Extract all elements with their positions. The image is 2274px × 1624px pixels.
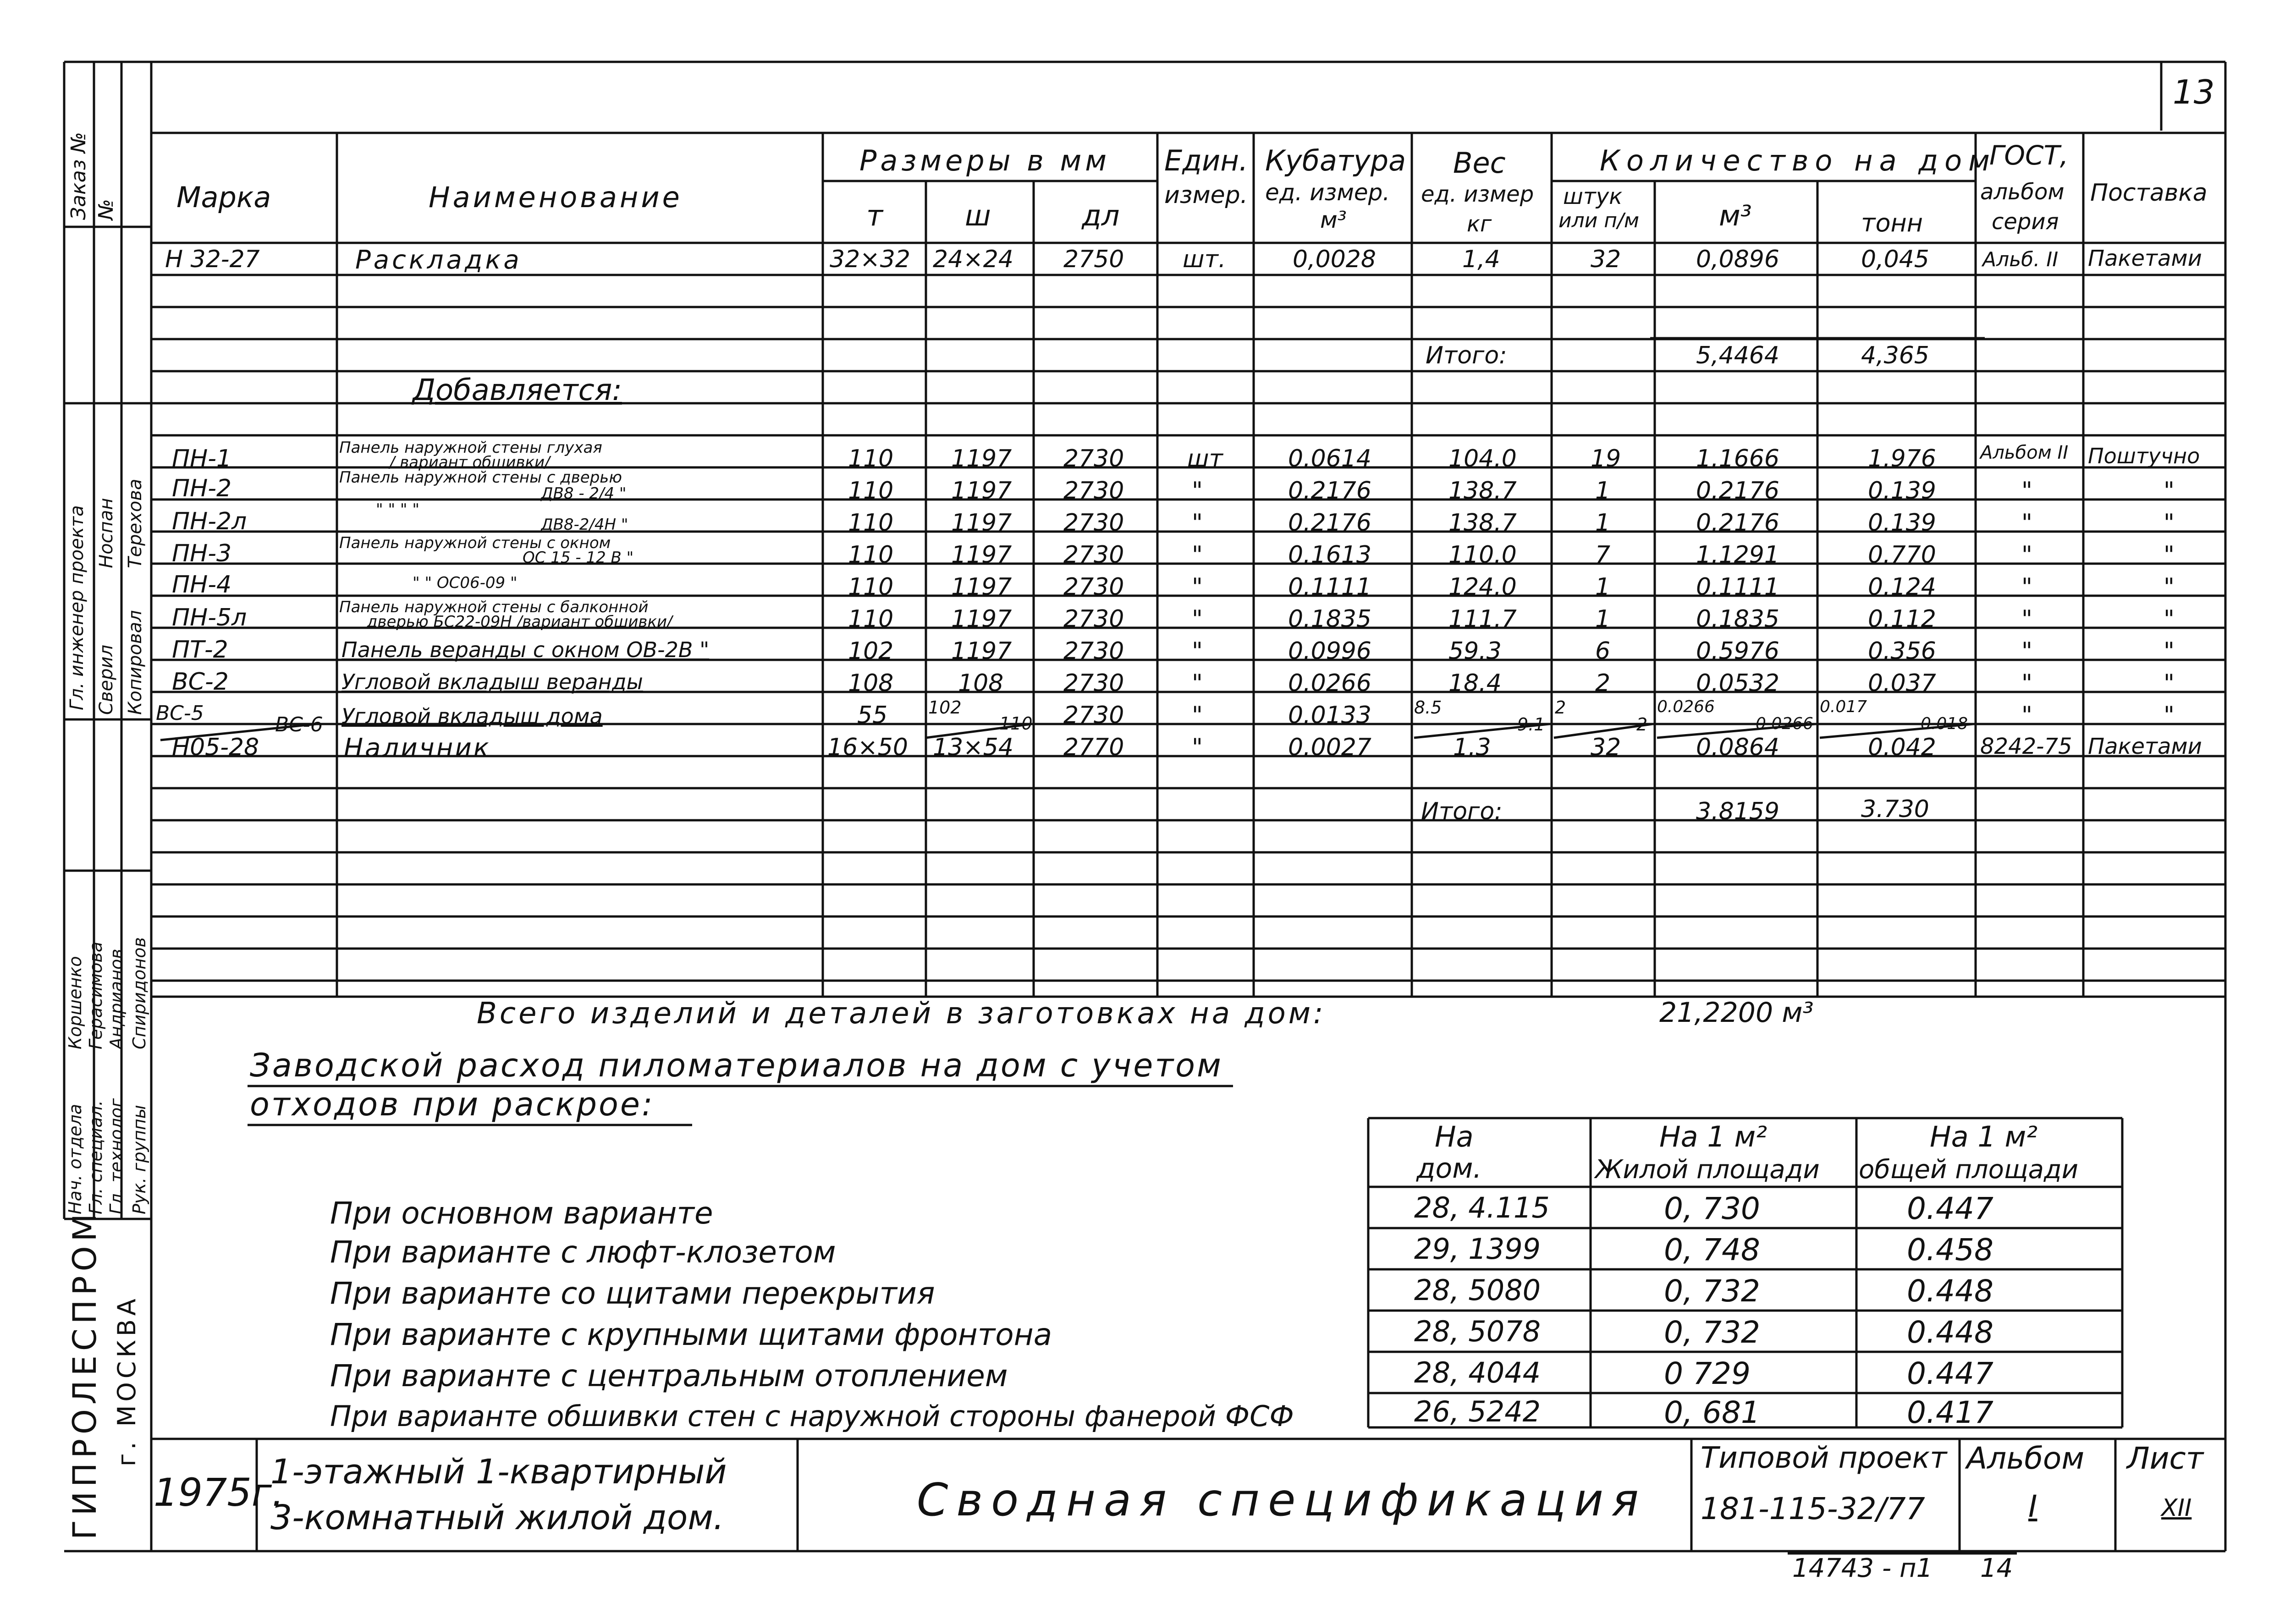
cell-t: 16×50 — [827, 734, 908, 761]
rashod-header-zhil-1: На 1 м² — [1659, 1120, 1767, 1153]
cell-delivery: Пакетами — [2088, 246, 2202, 271]
cell-gost: " — [2021, 477, 2032, 505]
cell-sh: 13×54 — [933, 734, 1013, 761]
cell-m3: 0.2176 — [1696, 509, 1779, 537]
stamp-album-label: Альбом — [1966, 1441, 2085, 1476]
rashod-dom: 26, 5242 — [1414, 1395, 1541, 1428]
cell-tonn: 0.770 — [1868, 541, 1936, 569]
col-header-gost-3: серия — [1992, 209, 2059, 235]
cell-t: 110 — [848, 541, 894, 569]
cell-marka-a: ВС-5 — [156, 702, 204, 725]
rashod-label: При варианте с крупными щитами фронтона — [330, 1317, 1052, 1352]
col-header-t: т — [866, 199, 883, 232]
cell-dl: 2730 — [1063, 541, 1124, 569]
cell-sh: 24×24 — [933, 246, 1013, 273]
cell-sh-b: 110 — [999, 713, 1033, 734]
rashod-header-obsh-1: На 1 м² — [1930, 1120, 2038, 1153]
side-role-bottom-3: Рук. группы — [129, 1105, 149, 1214]
col-header-marka: Марка — [176, 181, 271, 214]
rashod-dom: 29, 1399 — [1414, 1232, 1541, 1266]
cell-weight: 104.0 — [1448, 445, 1517, 472]
cell-dl: 2730 — [1063, 509, 1124, 537]
side-name-top-0: Носпан — [96, 498, 117, 568]
rashod-header-dom-1: На — [1435, 1120, 1474, 1153]
cell-unit: " — [1192, 702, 1203, 729]
total-value: 21,2200 м³ — [1659, 997, 1814, 1029]
cell-unit: " — [1192, 541, 1203, 569]
archive-page: 14 — [1980, 1553, 2013, 1583]
cell-volume: 0.1111 — [1288, 573, 1371, 601]
cell-weight: 124.0 — [1448, 573, 1517, 601]
rashod-zhil: 0, 748 — [1664, 1232, 1760, 1267]
col-header-volume-1: Кубатура — [1265, 144, 1406, 177]
rashod-zhil: 0, 732 — [1664, 1273, 1760, 1309]
cell-tonn: 0.112 — [1868, 605, 1936, 633]
cell-volume: 0.0027 — [1288, 734, 1371, 761]
cell-weight-b: 9.1 — [1517, 714, 1545, 735]
cell-pieces: 19 — [1591, 445, 1621, 472]
side-zakaz: Заказ № — [67, 132, 90, 220]
cell-pieces: 32 — [1591, 246, 1621, 273]
cell-m3: 0.1835 — [1696, 605, 1779, 633]
cell-pieces-b: 2 — [1636, 714, 1648, 735]
cell-weight: 138.7 — [1448, 477, 1517, 505]
cell-weight: 1.3 — [1453, 734, 1491, 761]
rashod-obsh: 0.417 — [1907, 1395, 1993, 1430]
cell-t: 102 — [848, 637, 894, 665]
cell-name-line1: Угловой вкладыш веранды — [341, 669, 643, 694]
cell-t: 32×32 — [830, 246, 910, 273]
rashod-label: При основном варианте — [330, 1196, 713, 1231]
zavod-line1: Заводской расход пиломатериалов на дом с учетом — [250, 1047, 1223, 1084]
cell-tonn: 0.042 — [1868, 734, 1936, 761]
cell-pieces: 1 — [1595, 605, 1611, 633]
page-number: 13 — [2173, 73, 2215, 111]
cell-pieces: 1 — [1595, 573, 1611, 601]
cell-name-line2: ДВ8-2/4Н " — [541, 516, 628, 534]
cell-marka: ПН-2 — [172, 475, 232, 502]
cell-m3: 0.5976 — [1696, 637, 1779, 665]
rashod-dom: 28, 4044 — [1414, 1356, 1541, 1389]
cell-weight: 110.0 — [1448, 541, 1517, 569]
cell-m3-b: 0.0266 — [1756, 714, 1813, 733]
total-label: Всего изделий и деталей в заготовках на дом: — [477, 997, 1326, 1031]
cell-m3: 0.1111 — [1696, 573, 1779, 601]
cell-delivery: " — [2164, 637, 2175, 665]
cell-unit: " — [1192, 734, 1203, 761]
cell-name-line1: " " ОС06-09 " — [413, 574, 518, 592]
cell-unit: шт — [1187, 445, 1223, 472]
cell-m3: 0,0896 — [1696, 246, 1779, 273]
cell-tonn-a: 0.017 — [1820, 697, 1867, 716]
cell-name-line2: дверью БС22-09Н /вариант обшивки/ — [367, 613, 672, 631]
col-header-unit-2: измер. — [1164, 181, 1248, 209]
cell-pieces: 7 — [1595, 541, 1611, 569]
cell-volume: 0.1835 — [1288, 605, 1371, 633]
cell-tonn: 0.139 — [1868, 477, 1936, 505]
col-header-weight-3: кг — [1467, 211, 1492, 237]
org-city: г. МОСКВА — [112, 1295, 141, 1466]
cell-dl: 2770 — [1063, 734, 1124, 761]
cell-delivery: " — [2164, 477, 2175, 505]
col-header-tonn: тонн — [1861, 208, 1923, 237]
cell-m3: 0.0864 — [1696, 734, 1779, 761]
cell-delivery: Пакетами — [2088, 734, 2202, 759]
rashod-label: При варианте с люфт-клозетом — [330, 1234, 836, 1270]
cell-marka: ПН-1 — [172, 445, 232, 472]
cell-tonn: 1.976 — [1868, 445, 1936, 472]
stamp-object-1: 1-этажный 1-квартирный — [270, 1452, 727, 1492]
cell-tonn: 0,045 — [1861, 246, 1929, 273]
cell-volume: 0.2176 — [1288, 477, 1371, 505]
stamp-object-2: 3-комнатный жилой дом. — [270, 1498, 724, 1537]
stamp-project-value: 181-115-32/77 — [1701, 1491, 1925, 1526]
cell-sh: 1197 — [951, 509, 1012, 537]
itogo-1-m3: 5,4464 — [1696, 342, 1779, 369]
cell-marka: ВС-2 — [172, 668, 229, 696]
col-header-pieces-1: штук — [1563, 184, 1623, 209]
cell-gost: 8242-75 — [1980, 734, 2072, 759]
itogo-2-tonn: 3.730 — [1861, 796, 1929, 823]
cell-unit: " — [1192, 605, 1203, 633]
cell-marka: ПТ-2 — [172, 636, 228, 664]
cell-name-line2: ОС 15 - 12 В " — [523, 549, 634, 567]
itogo-1-label: Итого: — [1426, 342, 1507, 369]
rashod-label: При варианте с центральным отоплением — [330, 1358, 1008, 1394]
cell-marka: Н05-28 — [172, 734, 259, 761]
stamp-project-label: Типовой проект — [1701, 1441, 1947, 1475]
cell-gost: Альб. II — [1982, 248, 2059, 271]
cell-unit: " — [1192, 637, 1203, 665]
cell-marka: ПН-2л — [172, 508, 247, 535]
side-name-bottom-2: Андрианов — [106, 949, 127, 1049]
side-name-top-1: Сверил — [96, 644, 117, 715]
cell-marka: ПН-3 — [172, 540, 232, 567]
cell-dl: 2730 — [1063, 445, 1124, 472]
cell-name: Наличник — [344, 733, 491, 763]
col-header-unit-1: Един. — [1164, 144, 1248, 177]
cell-volume: 0,0028 — [1293, 246, 1376, 273]
side-name-bottom-0: Коршенко — [65, 956, 85, 1049]
side-zakaz-number-sign: № — [94, 199, 118, 220]
col-header-name: Наименование — [429, 181, 683, 214]
cell-pieces: 1 — [1595, 477, 1611, 505]
col-header-quantity: Количество на дом — [1600, 144, 1996, 177]
cell-gost: " — [2021, 541, 2032, 569]
cell-dl: 2730 — [1063, 669, 1124, 697]
cell-tonn: 0.124 — [1868, 573, 1936, 601]
rashod-header-obsh-2: общей площади — [1859, 1155, 2079, 1185]
cell-gost: " — [2021, 637, 2032, 665]
cell-volume: 0.0996 — [1288, 637, 1371, 665]
cell-delivery: " — [2164, 541, 2175, 569]
cell-unit: " — [1192, 573, 1203, 601]
cell-marka: ПН-4 — [172, 571, 232, 598]
side-role-bottom-0: Нач. отдела — [65, 1103, 85, 1214]
cell-gost: Альбом II — [1980, 442, 2069, 463]
cell-m3-a: 0.0266 — [1657, 697, 1715, 716]
cell-volume: 0.1613 — [1288, 541, 1371, 569]
side-name-bottom-3: Спиридонов — [129, 937, 149, 1049]
cell-name-line1: Панель наружной стены с балконной — [339, 598, 649, 616]
cell-weight: 111.7 — [1448, 605, 1517, 633]
cell-weight-a: 8.5 — [1414, 697, 1442, 718]
cell-sh: 1197 — [951, 605, 1012, 633]
cell-m3: 1.1666 — [1696, 445, 1779, 472]
cell-unit: " — [1192, 477, 1203, 505]
cell-weight: 18.4 — [1448, 669, 1502, 697]
itogo-2-label: Итого: — [1421, 798, 1503, 825]
cell-pieces-a: 2 — [1555, 697, 1566, 718]
cell-volume: 0.0266 — [1288, 669, 1371, 697]
cell-name-line2: ДВ8 - 2/4 " — [541, 484, 627, 503]
cell-marka: ПН-5л — [172, 604, 247, 631]
cell-pieces: 6 — [1595, 637, 1611, 665]
col-header-volume-2: ед. измер. — [1265, 179, 1390, 206]
cell-weight: 59.3 — [1448, 637, 1502, 665]
cell-name-line1: Панель наружной стены глухая — [339, 439, 602, 457]
cell-tonn: 0.037 — [1868, 669, 1936, 697]
cell-name-line1: " " " " — [376, 500, 419, 519]
cell-sh: 108 — [958, 669, 1004, 697]
rashod-zhil: 0 729 — [1664, 1356, 1751, 1391]
rashod-obsh: 0.448 — [1907, 1273, 1993, 1309]
cell-dl: 2730 — [1063, 573, 1124, 601]
rashod-zhil: 0, 730 — [1664, 1191, 1760, 1226]
side-role-0: Гл. инженер проекта — [66, 505, 88, 710]
rashod-label: При варианте со щитами перекрытия — [330, 1276, 935, 1311]
cell-t: 108 — [848, 669, 894, 697]
rashod-dom: 28, 5080 — [1414, 1273, 1541, 1307]
cell-t: 110 — [848, 477, 894, 505]
side-role-bottom-1: Гл. специал. — [86, 1100, 106, 1214]
cell-name-line1: Панель веранды с окном ОВ-2В " — [341, 637, 710, 662]
cell-m3: 1.1291 — [1696, 541, 1779, 569]
rashod-dom: 28, 4.115 — [1414, 1191, 1550, 1224]
cell-m3: 0.2176 — [1696, 477, 1779, 505]
itogo-2-m3: 3.8159 — [1696, 798, 1779, 825]
cell-t: 55 — [857, 702, 888, 729]
stamp-title: Сводная спецификация — [917, 1474, 1647, 1526]
cell-dl: 2750 — [1063, 246, 1124, 273]
cell-gost: " — [2021, 702, 2032, 729]
cell-delivery: " — [2164, 702, 2175, 729]
cell-tonn: 0.139 — [1868, 509, 1936, 537]
cell-name: Раскладка — [355, 245, 522, 275]
col-header-m3: м³ — [1719, 199, 1752, 232]
col-header-delivery: Поставка — [2090, 179, 2208, 207]
cell-name-line1: Панель наружной стены с дверью — [339, 468, 622, 487]
cell-pieces: 1 — [1595, 509, 1611, 537]
cell-name-line2: / вариант обшивки/ — [390, 453, 550, 472]
stamp-sheet-label: Лист — [2127, 1441, 2204, 1476]
cell-pieces: 2 — [1595, 669, 1611, 697]
col-header-gost-2: альбом — [1980, 179, 2065, 205]
cell-delivery: " — [2164, 509, 2175, 537]
cell-delivery: Поштучно — [2088, 444, 2200, 468]
stamp-sheet-value: XII — [2161, 1494, 2192, 1522]
cell-t: 110 — [848, 605, 894, 633]
cell-gost: " — [2021, 605, 2032, 633]
cell-unit: " — [1192, 509, 1203, 537]
cell-sh: 1197 — [951, 477, 1012, 505]
rashod-obsh: 0.448 — [1907, 1315, 1993, 1350]
col-header-sizes: Размеры в мм — [859, 144, 1111, 177]
cell-marka-b: ВС-6 — [275, 713, 323, 736]
rashod-dom: 28, 5078 — [1414, 1315, 1541, 1348]
rashod-obsh: 0.447 — [1907, 1191, 1993, 1226]
cell-sh: 1197 — [951, 573, 1012, 601]
cell-gost: " — [2021, 669, 2032, 697]
cell-t: 110 — [848, 445, 894, 472]
cell-weight: 1,4 — [1462, 246, 1500, 273]
cell-t: 110 — [848, 509, 894, 537]
side-name-bottom-1: Герасимова — [86, 941, 106, 1049]
cell-volume: 0.2176 — [1288, 509, 1371, 537]
archive-number: 14743 - п1 — [1792, 1553, 1933, 1583]
cell-dl: 2730 — [1063, 637, 1124, 665]
cell-m3: 0.0532 — [1696, 669, 1779, 697]
stamp-year: 1975г. — [154, 1470, 284, 1515]
itogo-1-tonn: 4,365 — [1861, 342, 1929, 369]
cell-delivery: " — [2164, 605, 2175, 633]
rashod-header-zhil-2: Жилой площади — [1595, 1155, 1820, 1185]
col-header-weight-2: ед. измер — [1421, 181, 1534, 207]
side-role-1: Копировал — [125, 610, 146, 715]
cell-sh: 1197 — [951, 637, 1012, 665]
cell-sh: 1197 — [951, 445, 1012, 472]
stamp-album-value: I — [2028, 1489, 2037, 1524]
rashod-zhil: 0, 681 — [1664, 1395, 1760, 1430]
cell-delivery: " — [2164, 669, 2175, 697]
cell-gost: " — [2021, 573, 2032, 601]
rashod-zhil: 0, 732 — [1664, 1315, 1760, 1350]
cell-t: 110 — [848, 573, 894, 601]
side-role-bottom-2: Гл. технолог — [106, 1098, 127, 1214]
cell-marka: Н 32-27 — [165, 246, 260, 273]
cell-name: Угловой вкладыш дома — [341, 704, 603, 729]
cell-delivery: " — [2164, 573, 2175, 601]
cell-tonn: 0.356 — [1868, 637, 1936, 665]
col-header-sh: ш — [965, 199, 991, 232]
section-added-heading: Добавляется: — [413, 373, 622, 407]
col-header-dl: дл — [1082, 199, 1120, 232]
cell-sh: 1197 — [951, 541, 1012, 569]
col-header-pieces-2: или п/м — [1558, 209, 1640, 232]
cell-volume: 0.0133 — [1288, 702, 1371, 729]
col-header-gost-1: ГОСТ, — [1989, 140, 2069, 171]
cell-volume: 0.0614 — [1288, 445, 1371, 472]
cell-dl: 2730 — [1063, 702, 1124, 729]
cell-weight: 138.7 — [1448, 509, 1517, 537]
cell-dl: 2730 — [1063, 605, 1124, 633]
zavod-line2: отходов при раскрое: — [250, 1086, 655, 1123]
cell-unit: шт. — [1183, 246, 1226, 273]
rashod-header-dom-2: дом. — [1416, 1152, 1482, 1185]
col-header-volume-3: м³ — [1320, 207, 1347, 233]
cell-tonn-b: 0.018 — [1921, 714, 1968, 733]
cell-sh-a: 102 — [928, 697, 962, 718]
cell-pieces: 32 — [1591, 734, 1621, 761]
rashod-obsh: 0.458 — [1907, 1232, 1993, 1267]
rashod-label: При варианте обшивки стен с наружной стороны фанерой ФСФ — [330, 1399, 1294, 1433]
cell-gost: " — [2021, 509, 2032, 537]
cell-unit: " — [1192, 669, 1203, 697]
cell-dl: 2730 — [1063, 477, 1124, 505]
cell-name-line1: Панель наружной стены с окном — [339, 534, 611, 552]
side-name-top-2: Терехова — [125, 478, 146, 568]
col-header-weight-1: Вес — [1453, 146, 1506, 180]
org-name: ГИПРОЛЕСПРОМ — [66, 1209, 104, 1540]
rashod-obsh: 0.447 — [1907, 1356, 1993, 1391]
